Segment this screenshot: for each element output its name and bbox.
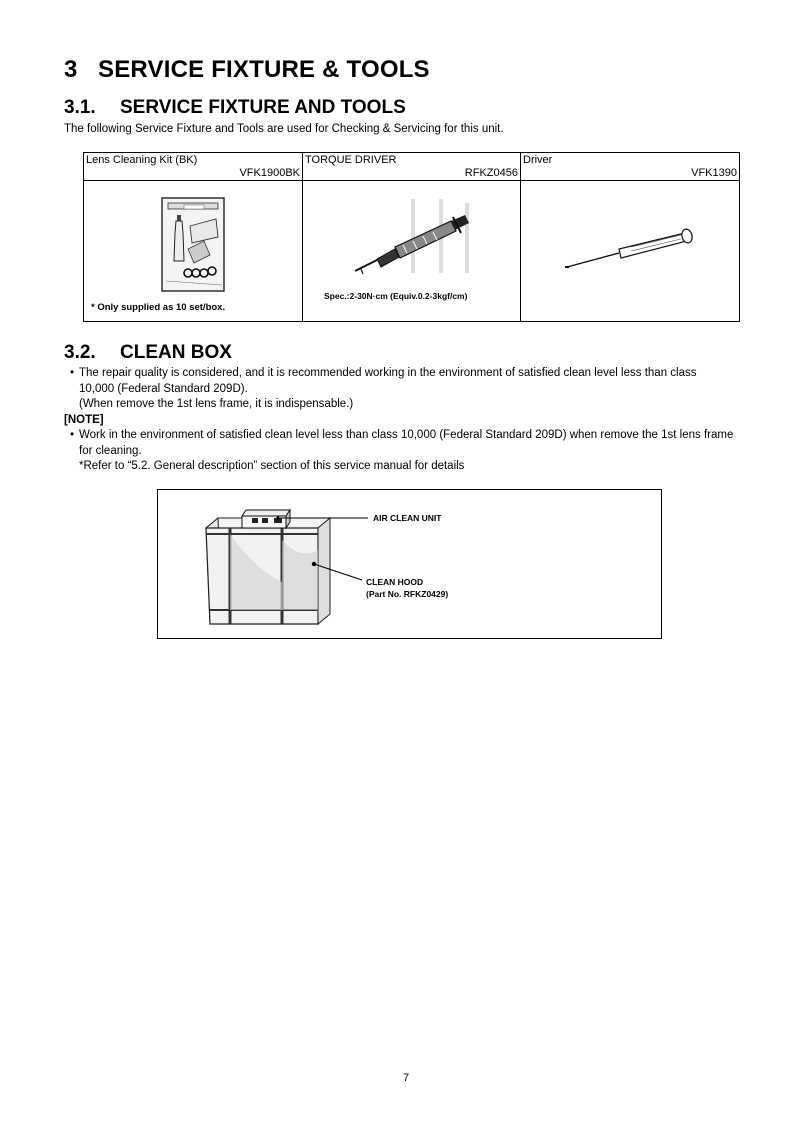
clean-box-line: The repair quality is considered, and it is recommended working in the environment of satisfied clean level less than class bbox=[79, 367, 697, 379]
bullet-dot: • bbox=[70, 367, 75, 379]
tool-name: Lens Cleaning Kit (BK) bbox=[86, 154, 198, 166]
bullet-dot: • bbox=[70, 429, 75, 441]
lens-cleaning-kit-image bbox=[84, 181, 302, 321]
note-label: [NOTE] bbox=[64, 414, 104, 426]
clean-box-figure bbox=[157, 489, 662, 639]
subsection-title-3-2 bbox=[64, 342, 232, 364]
clean-box-line: (When remove the 1st lens frame, it is indispensable.) bbox=[79, 398, 354, 410]
tool-image-cell bbox=[84, 181, 303, 322]
intro-text: The following Service Fixture and Tools are used for Checking & Servicing for this unit. bbox=[64, 123, 504, 135]
subsection-title-text: SERVICE FIXTURE AND TOOLS bbox=[120, 97, 406, 118]
clean-box-line: 10,000 (Federal Standard 209D). bbox=[79, 382, 248, 395]
tool-image-cell bbox=[521, 181, 740, 322]
air-clean-unit-label: AIR CLEAN UNIT bbox=[373, 513, 442, 523]
kit-note: * Only supplied as 10 set/box. bbox=[91, 302, 226, 313]
clean-hood-part-label: (Part No. RFKZ0429) bbox=[366, 589, 449, 599]
page-number: 7 bbox=[403, 1072, 410, 1084]
note-line: Work in the environment of satisfied clean level less than class 10,000 (Federal Standard 209D) when remove the 1st lens frame bbox=[79, 429, 734, 441]
subsection-number: 3.1. bbox=[64, 97, 96, 118]
tool-code: VFK1390 bbox=[691, 167, 737, 179]
tool-name: Driver bbox=[523, 154, 553, 166]
torque-spec: Spec.:2-30N·cm (Equiv.0.2-3kgf/cm) bbox=[324, 291, 468, 301]
tool-header-cell bbox=[303, 153, 521, 181]
subsection-title-text: CLEAN BOX bbox=[120, 342, 232, 363]
tools-table bbox=[83, 152, 740, 322]
section-title bbox=[64, 56, 430, 84]
note-line: for cleaning. bbox=[79, 444, 142, 457]
clean-hood-label: CLEAN HOOD bbox=[366, 577, 424, 587]
tool-header-cell bbox=[84, 153, 303, 181]
tool-image-cell bbox=[303, 181, 521, 322]
note-line: *Refer to “5.2. General description” section of this service manual for details bbox=[79, 460, 465, 472]
tool-code: VFK1900BK bbox=[239, 167, 300, 179]
section-number: 3 bbox=[64, 56, 78, 83]
tool-code: RFKZ0456 bbox=[464, 167, 518, 179]
driver-image bbox=[521, 181, 739, 321]
section-title-text: SERVICE FIXTURE & TOOLS bbox=[98, 56, 430, 83]
subsection-number: 3.2. bbox=[64, 342, 96, 363]
tool-name: TORQUE DRIVER bbox=[305, 154, 397, 166]
tool-header-cell bbox=[521, 153, 740, 181]
subsection-title-3-1 bbox=[64, 97, 406, 119]
